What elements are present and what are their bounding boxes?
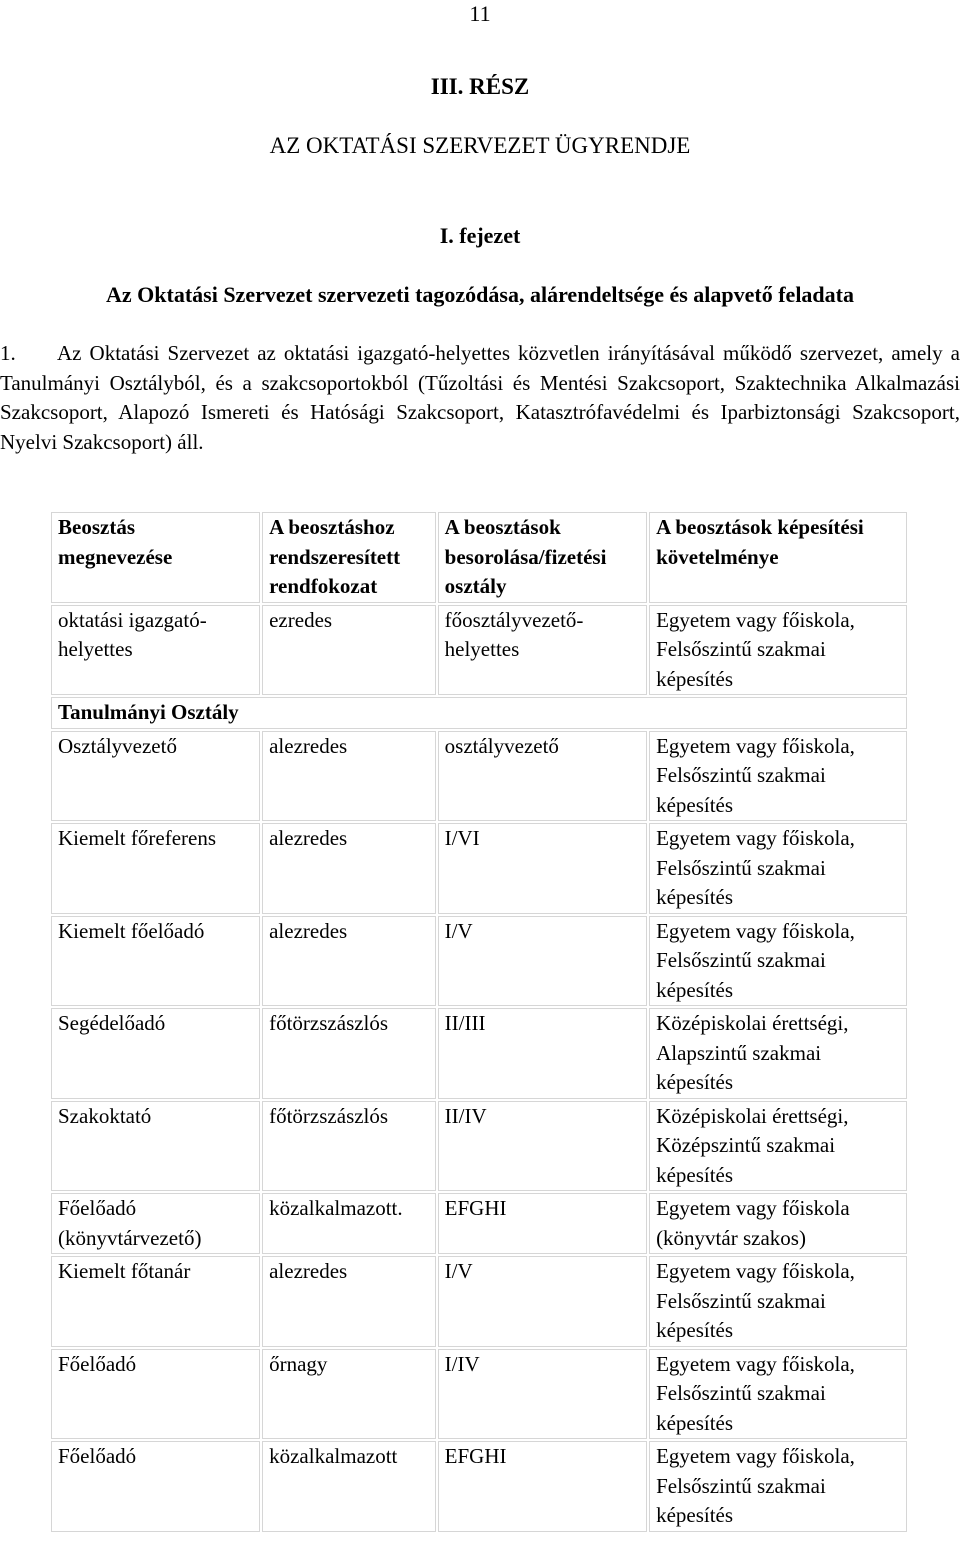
cell-qualification: Egyetem vagy főiskola, Felsőszintű szakmai képesítés [649, 916, 907, 1007]
table-row [51, 605, 907, 696]
cell-qualification: Egyetem vagy főiskola (könyvtár szakos) [649, 1193, 907, 1254]
cell-rank: alezredes [262, 1256, 436, 1347]
cell-qualification: Középiskolai érettségi, Alapszintű szakmai képesítés [649, 1008, 907, 1099]
cell-position: Főelőadó (könyvtárvezető) [51, 1193, 260, 1254]
cell-classification: II/IV [438, 1101, 647, 1192]
table-row [51, 1441, 907, 1532]
table-row [51, 731, 907, 822]
cell-rank: főtörzszászlós [262, 1008, 436, 1099]
cell-position: Segédelőadó [51, 1008, 260, 1099]
cell-position: Kiemelt főreferens [51, 823, 260, 914]
cell-rank: közalkalmazott [262, 1441, 436, 1532]
col-header-qualification: A beosztások képesítési követelménye [649, 512, 907, 603]
document-title: AZ OKTATÁSI SZERVEZET ÜGYRENDJE [269, 133, 691, 158]
cell-rank: őrnagy [262, 1349, 436, 1440]
cell-rank: ezredes [262, 605, 436, 696]
table-row [51, 916, 907, 1007]
cell-classification: EFGHI [438, 1193, 647, 1254]
paragraph-text: Az Oktatási Szervezet az oktatási igazgató-helyettes közvetlen irányításával működő szervezet, amely a Tanulmányi Osztályból, és a szakcsoportokból (Tűzoltási és Mentési Szakcsoport, Szaktechnika Alkalmazási Szakcsoport, Alapozó Ismereti és Hatósági Szakcsoport, Katasztrófavédelmi és Iparbiztonsági Szakcsoport, Nyelvi Szakcsoport) áll. [0, 341, 960, 454]
positions-table [49, 510, 909, 1534]
cell-qualification: Egyetem vagy főiskola, Felsőszintű szakmai képesítés [649, 1441, 907, 1532]
cell-position: Szakoktató [51, 1101, 260, 1192]
cell-classification: I/VI [438, 823, 647, 914]
cell-position: Főelőadó [51, 1441, 260, 1532]
col-header-classification: A beosztások besorolása/fizetési osztály [438, 512, 647, 603]
cell-position: Kiemelt főelőadó [51, 916, 260, 1007]
cell-rank: alezredes [262, 916, 436, 1007]
table-row [51, 1256, 907, 1347]
page-number: 11 [469, 1, 491, 26]
cell-qualification: Egyetem vagy főiskola, Felsőszintű szakmai képesítés [649, 605, 907, 696]
paragraph-number: 1. [0, 341, 16, 365]
cell-rank: főtörzszászlós [262, 1101, 436, 1192]
cell-rank: alezredes [262, 823, 436, 914]
cell-rank: alezredes [262, 731, 436, 822]
cell-qualification: Egyetem vagy főiskola, Felsőszintű szakmai képesítés [649, 823, 907, 914]
table-row [51, 1101, 907, 1192]
table-row [51, 823, 907, 914]
table-row [51, 1193, 907, 1254]
cell-classification: I/V [438, 1256, 647, 1347]
table-header-row [51, 512, 907, 603]
cell-qualification: Egyetem vagy főiskola, Felsőszintű szakmai képesítés [649, 1349, 907, 1440]
cell-classification: főosztályvezető-helyettes [438, 605, 647, 696]
cell-qualification: Egyetem vagy főiskola, Felsőszintű szakmai képesítés [649, 1256, 907, 1347]
cell-qualification: Egyetem vagy főiskola, Felsőszintű szakmai képesítés [649, 731, 907, 822]
table-row [51, 1349, 907, 1440]
section-title: Tanulmányi Osztály [51, 697, 907, 729]
section-row [51, 697, 907, 729]
col-header-position: Beosztás megnevezése [51, 512, 260, 603]
chapter-heading: I. fejezet [439, 223, 521, 248]
cell-position: oktatási igazgató-helyettes [51, 605, 260, 696]
cell-position: Osztályvezető [51, 731, 260, 822]
cell-classification: I/V [438, 916, 647, 1007]
col-header-rank: A beosztáshoz rendszeresített rendfokozat [262, 512, 436, 603]
cell-position: Főelőadó [51, 1349, 260, 1440]
cell-rank: közalkalmazott. [262, 1193, 436, 1254]
table-row [51, 1008, 907, 1099]
cell-classification: osztályvezető [438, 731, 647, 822]
chapter-title: Az Oktatási Szervezet szervezeti tagozódása, alárendeltsége és alapvető feladata [106, 282, 854, 307]
cell-classification: EFGHI [438, 1441, 647, 1532]
part-title: III. RÉSZ [430, 74, 530, 99]
cell-qualification: Középiskolai érettségi, Középszintű szakmai képesítés [649, 1101, 907, 1192]
cell-position: Kiemelt főtanár [51, 1256, 260, 1347]
cell-classification: I/IV [438, 1349, 647, 1440]
cell-classification: II/III [438, 1008, 647, 1099]
